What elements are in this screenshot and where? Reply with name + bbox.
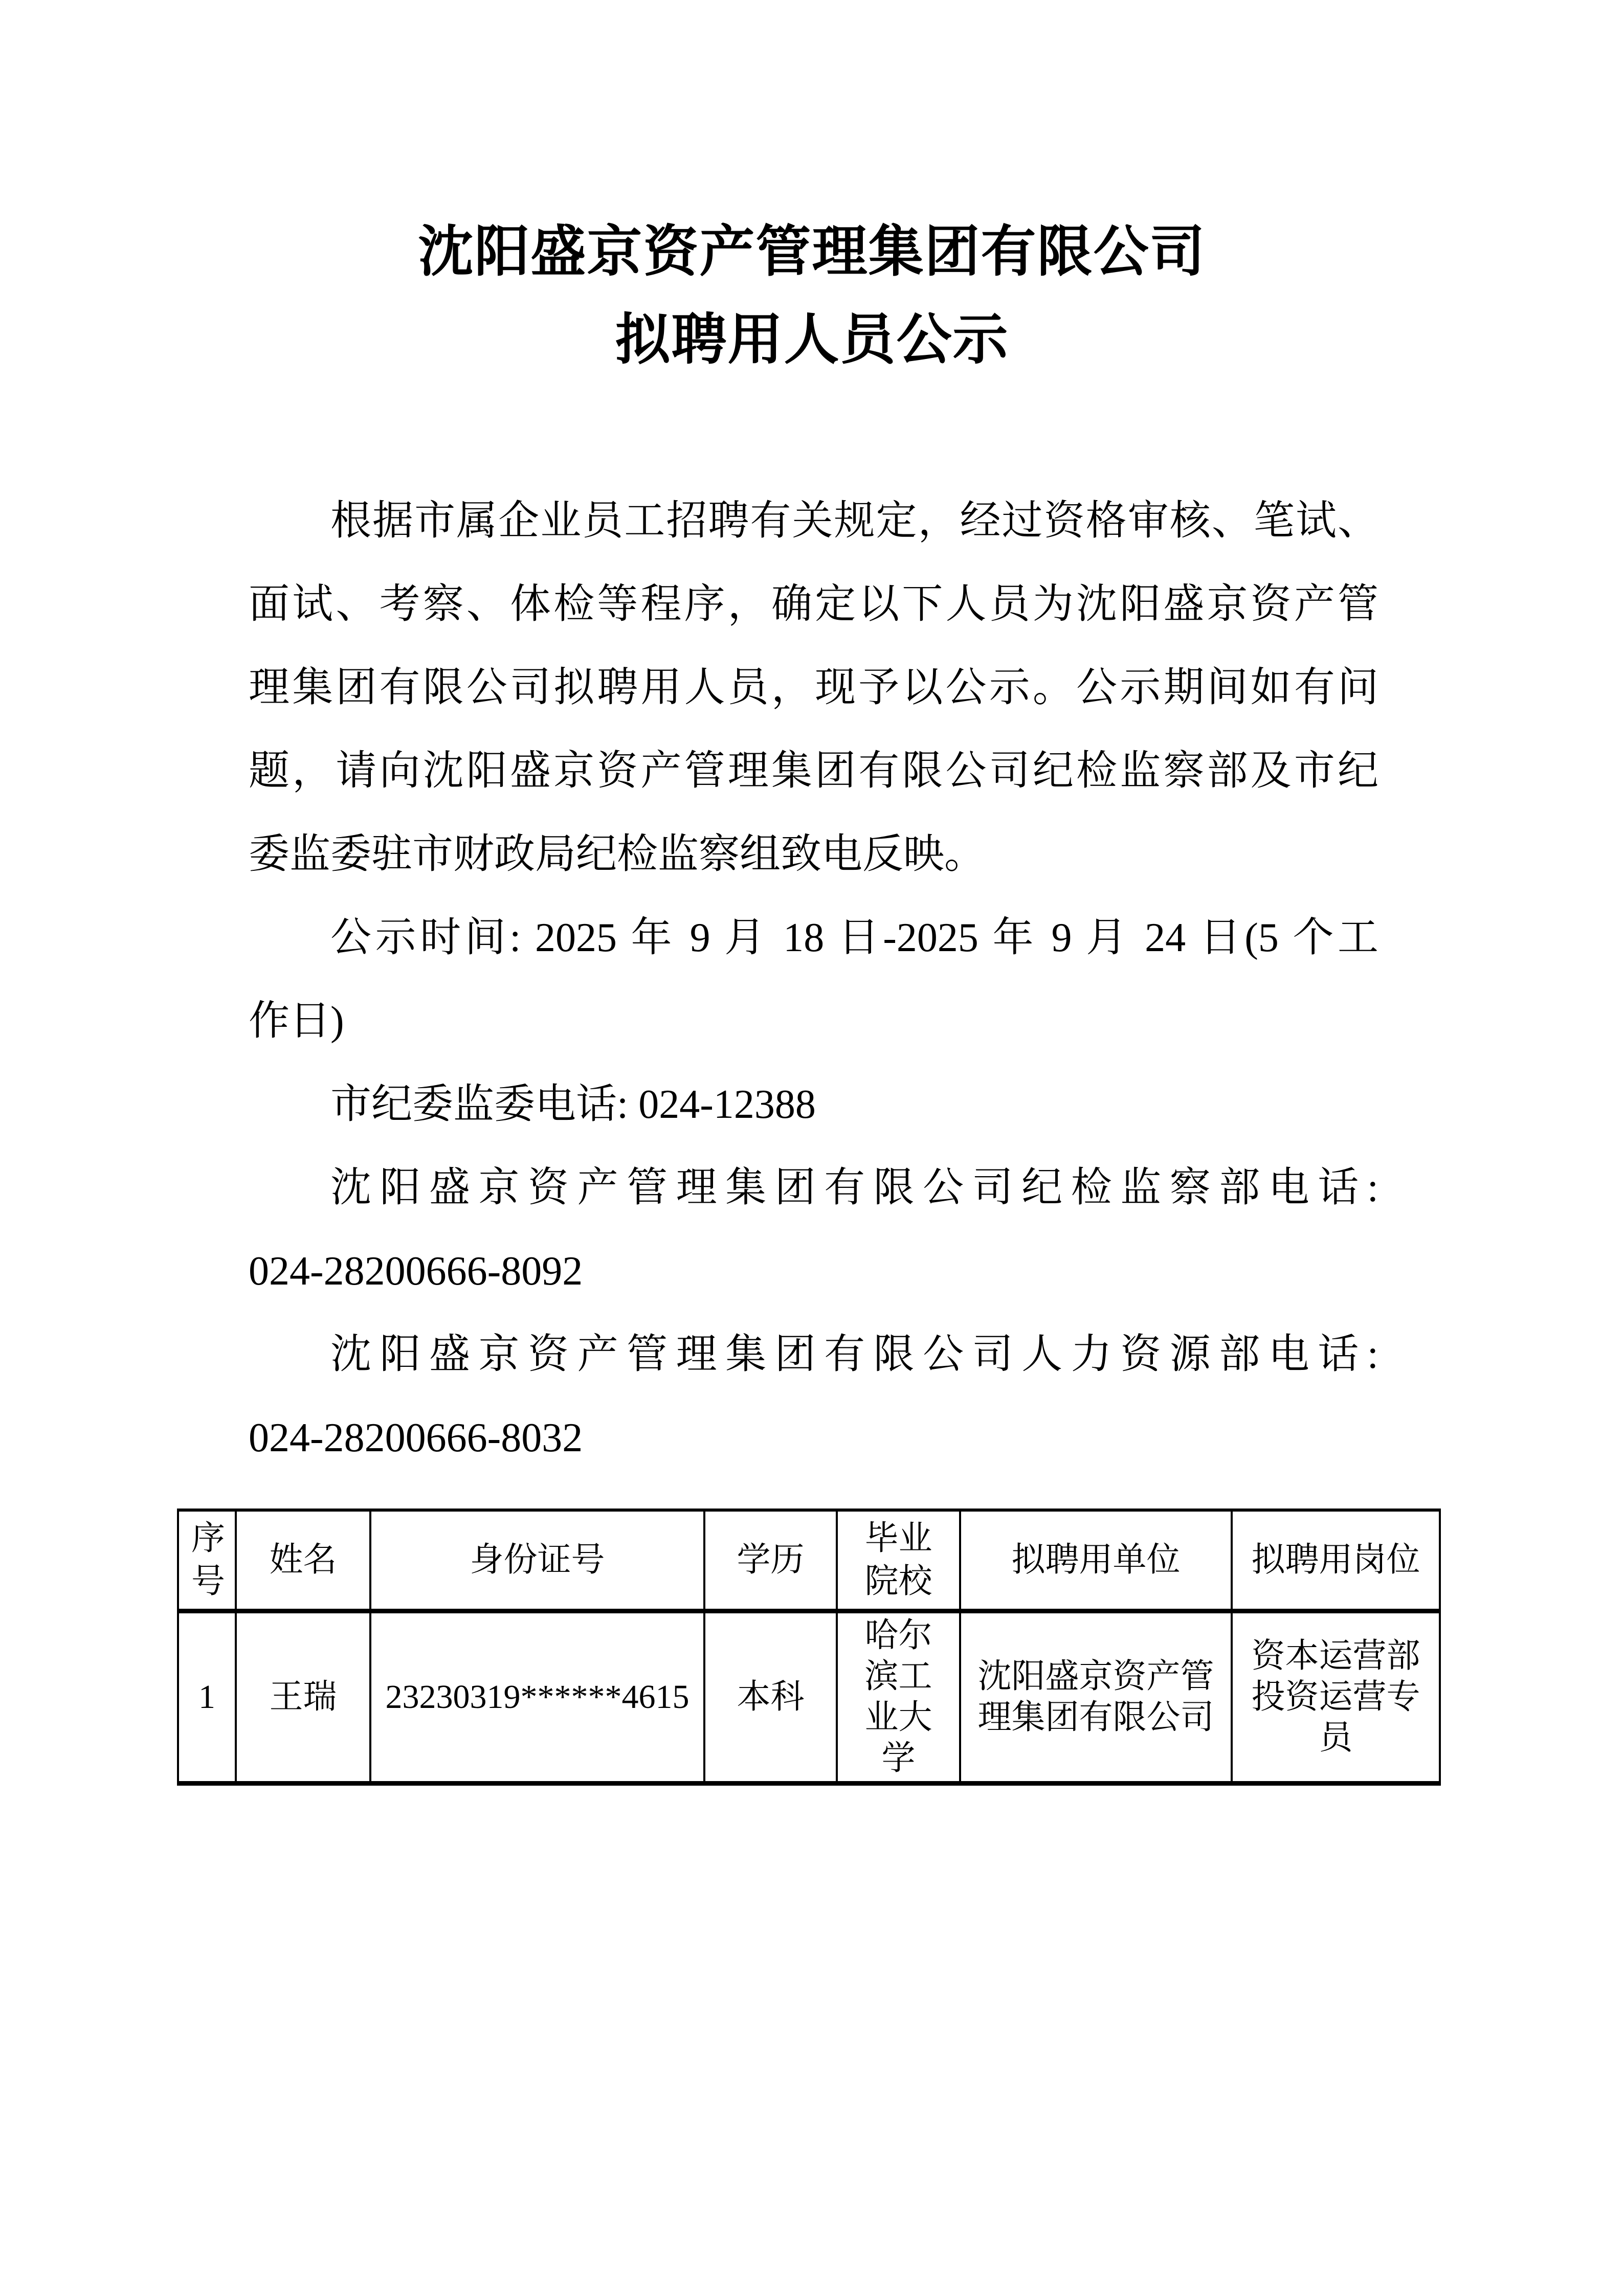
table-header-row — [178, 1510, 1440, 1611]
header-col-education: 学历 — [704, 1510, 837, 1611]
body-line-2: 面试、考察、体检等程序，确定以下人员为沈阳盛京资产管 — [249, 582, 1378, 627]
header-col-id-number: 身份证号 — [370, 1510, 704, 1611]
body-line-6: 公示时间: 2025 年 9 月 18 日-2025 年 9 月 24 日(5 个工 — [330, 915, 1378, 960]
body-line-3: 理集团有限公司拟聘用人员，现予以公示。公示期间如有问 — [249, 665, 1378, 710]
body-line-10-discipline-dept-phone-number: 024-28200666-8092 — [249, 1249, 583, 1294]
header-col-name: 姓名 — [236, 1510, 370, 1611]
header-col-seq: 序号 — [178, 1510, 236, 1611]
cell-school: 哈尔滨工业大学 — [837, 1611, 960, 1784]
header-col-employer: 拟聘用单位 — [960, 1510, 1232, 1611]
body-line-7: 作日) — [249, 999, 344, 1044]
page-title-line-1: 沈阳盛京资产管理集团有限公司 — [418, 222, 1206, 283]
body-line-5: 委监委驻市财政局纪检监察组致电反映。 — [249, 832, 985, 877]
cell-seq: 1 — [178, 1611, 236, 1784]
cell-employer: 沈阳盛京资产管理集团有限公司 — [960, 1611, 1232, 1784]
cell-education: 本科 — [704, 1611, 837, 1784]
page-title-line-2: 拟聘用人员公示 — [615, 310, 1009, 371]
body-line-12-hr-dept-phone-number: 024-28200666-8032 — [249, 1415, 583, 1460]
body-text — [249, 480, 1378, 1480]
cell-name: 王瑞 — [236, 1611, 370, 1784]
body-line-1: 根据市属企业员工招聘有关规定，经过资格审核、笔试、 — [330, 499, 1378, 544]
document-title — [0, 209, 1624, 385]
cell-id-number: 23230319******4615 — [370, 1611, 704, 1784]
header-col-school: 毕业院校 — [837, 1510, 960, 1611]
body-line-8-supervision-phone: 市纪委监委电话: 024-12388 — [330, 1082, 816, 1127]
body-line-9-discipline-dept-phone-label: 沈阳盛京资产管理集团有限公司纪检监察部电话: — [330, 1165, 1378, 1210]
table-row — [178, 1611, 1440, 1784]
cell-position: 资本运营部投资运营专员 — [1232, 1611, 1440, 1784]
body-line-11-hr-dept-phone-label: 沈阳盛京资产管理集团有限公司人力资源部电话: — [330, 1332, 1378, 1377]
body-line-4: 题，请向沈阳盛京资产管理集团有限公司纪检监察部及市纪 — [249, 749, 1378, 794]
hiring-table — [177, 1509, 1441, 1786]
header-col-position: 拟聘用岗位 — [1232, 1510, 1440, 1611]
